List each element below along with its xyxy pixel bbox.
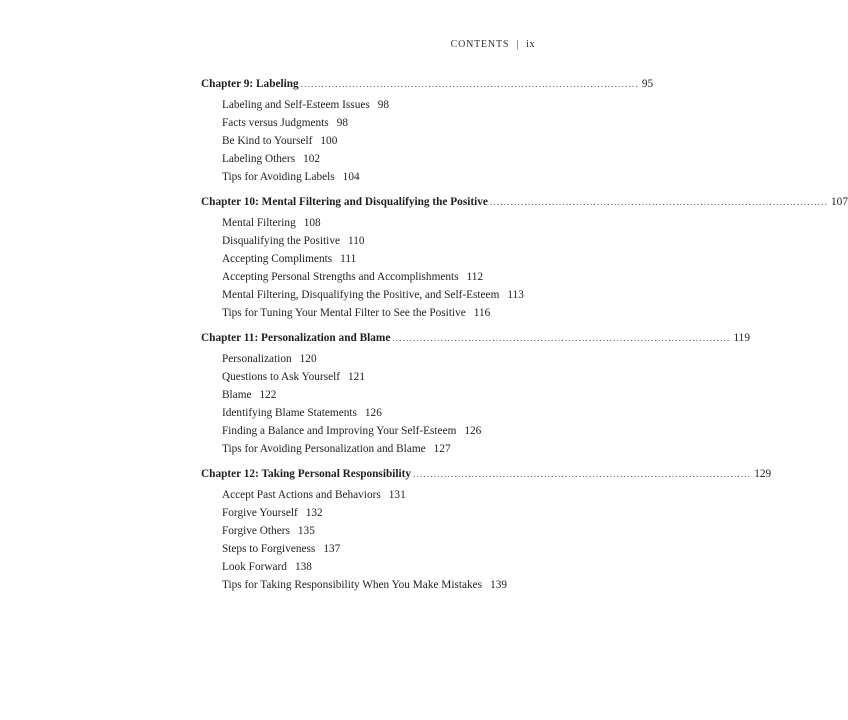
section-page-number: 126 [464,425,482,437]
section-entry[interactable] [201,350,534,368]
section-title: Mental Filtering, Disqualifying the Positive, and Self-Esteem [222,289,500,301]
chapter-page-number: 95 [641,78,654,90]
section-entry[interactable] [201,304,534,322]
dot-leader: .................................................................................................. [413,469,752,479]
section-title: Questions to Ask Yourself [222,371,341,383]
dot-leader: .................................................................................................. [489,197,829,207]
section-entry[interactable] [201,386,534,404]
chapter-heading[interactable] [201,468,772,486]
chapter-11 [201,332,750,458]
section-list [201,96,534,186]
chapter-heading[interactable] [201,196,848,214]
section-title: Accepting Personal Strengths and Accomplishments [222,271,459,283]
section-page-number: 98 [336,117,348,129]
chapter-page-number: 107 [831,196,848,208]
section-page-number: 121 [348,371,365,383]
section-entry[interactable] [201,150,534,168]
section-title: Disqualifying the Positive [222,235,340,247]
chapter-title: Chapter 9: Labeling [201,78,299,90]
section-entry[interactable] [201,404,534,422]
section-entry[interactable] [201,114,534,132]
section-entry[interactable] [201,558,534,576]
section-page-number: 138 [294,561,312,573]
section-entry[interactable] [201,250,534,268]
section-page-number: 137 [323,543,341,555]
section-entry[interactable] [201,540,534,558]
section-page-number: 127 [433,443,451,455]
chapter-title: Chapter 12: Taking Personal Responsibility [201,468,412,480]
section-title: Labeling Others [222,153,296,165]
chapter-heading[interactable] [201,332,750,350]
section-page-number: 112 [466,271,484,283]
running-head-label: CONTENTS [450,39,510,50]
section-title: Tips for Avoiding Labels [222,171,335,183]
section-title: Identifying Blame Statements [222,407,357,419]
section-title: Accept Past Actions and Behaviors [222,489,381,501]
table-of-contents [201,78,848,604]
section-page-number: 132 [305,507,323,519]
dot-leader: .................................................................................................. [392,333,731,343]
section-entry[interactable] [201,168,534,186]
section-page-number: 139 [490,579,508,591]
section-title: Facts versus Judgments [222,117,329,129]
section-entry[interactable] [201,232,534,250]
section-title: Forgive Others [222,525,290,537]
section-page-number: 108 [303,217,321,229]
section-title: Tips for Tuning Your Mental Filter to See the Positive [222,307,466,319]
chapter-heading[interactable] [201,78,654,96]
section-title: Personalization [222,353,292,365]
section-page-number: 122 [259,389,277,401]
running-head [451,38,535,50]
section-page-number: 116 [473,307,491,319]
section-title: Tips for Taking Responsibility When You Make Mistakes [222,579,483,591]
section-page-number: 102 [303,153,321,165]
section-entry[interactable] [201,96,534,114]
section-entry[interactable] [201,576,534,594]
section-title: Finding a Balance and Improving Your Self-Esteem [222,425,457,437]
section-entry[interactable] [201,214,534,232]
section-entry[interactable] [201,286,534,304]
section-page-number: 100 [320,135,338,147]
section-title: Steps to Forgiveness [222,543,316,555]
dot-leader: .................................................................................................. [300,79,639,89]
section-title: Mental Filtering [222,217,296,229]
section-page-number: 126 [364,407,382,419]
section-entry[interactable] [201,486,534,504]
section-entry[interactable] [201,504,534,522]
section-title: Blame [222,389,252,401]
section-title: Accepting Compliments [222,253,333,265]
section-page-number: 111 [340,253,357,265]
chapter-page-number: 119 [733,332,750,344]
chapter-title: Chapter 11: Personalization and Blame [201,332,391,344]
section-title: Forgive Yourself [222,507,298,519]
section-page-number: 110 [347,235,365,247]
section-entry[interactable] [201,268,534,286]
section-entry[interactable] [201,132,534,150]
section-title: Look Forward [222,561,287,573]
section-list [201,486,534,594]
section-title: Be Kind to Yourself [222,135,313,147]
section-list [201,350,534,458]
section-page-number: 135 [297,525,315,537]
section-page-number: 98 [377,99,390,111]
section-title: Labeling and Self-Esteem Issues [222,99,370,111]
running-head-page-number: ix [526,38,535,50]
section-list [201,214,534,322]
section-entry[interactable] [201,422,534,440]
section-entry[interactable] [201,368,534,386]
running-head-separator: | [516,39,520,50]
chapter-12 [201,468,772,594]
section-page-number: 104 [342,171,360,183]
section-page-number: 120 [299,353,317,365]
section-entry[interactable] [201,522,534,540]
section-page-number: 131 [388,489,406,501]
section-title: Tips for Avoiding Personalization and Blame [222,443,426,455]
chapter-10 [201,196,848,322]
section-page-number: 113 [507,289,524,301]
section-entry[interactable] [201,440,534,458]
chapter-page-number: 129 [754,468,772,480]
chapter-9 [201,78,654,186]
chapter-title: Chapter 10: Mental Filtering and Disqualifying the Positive [201,196,488,208]
